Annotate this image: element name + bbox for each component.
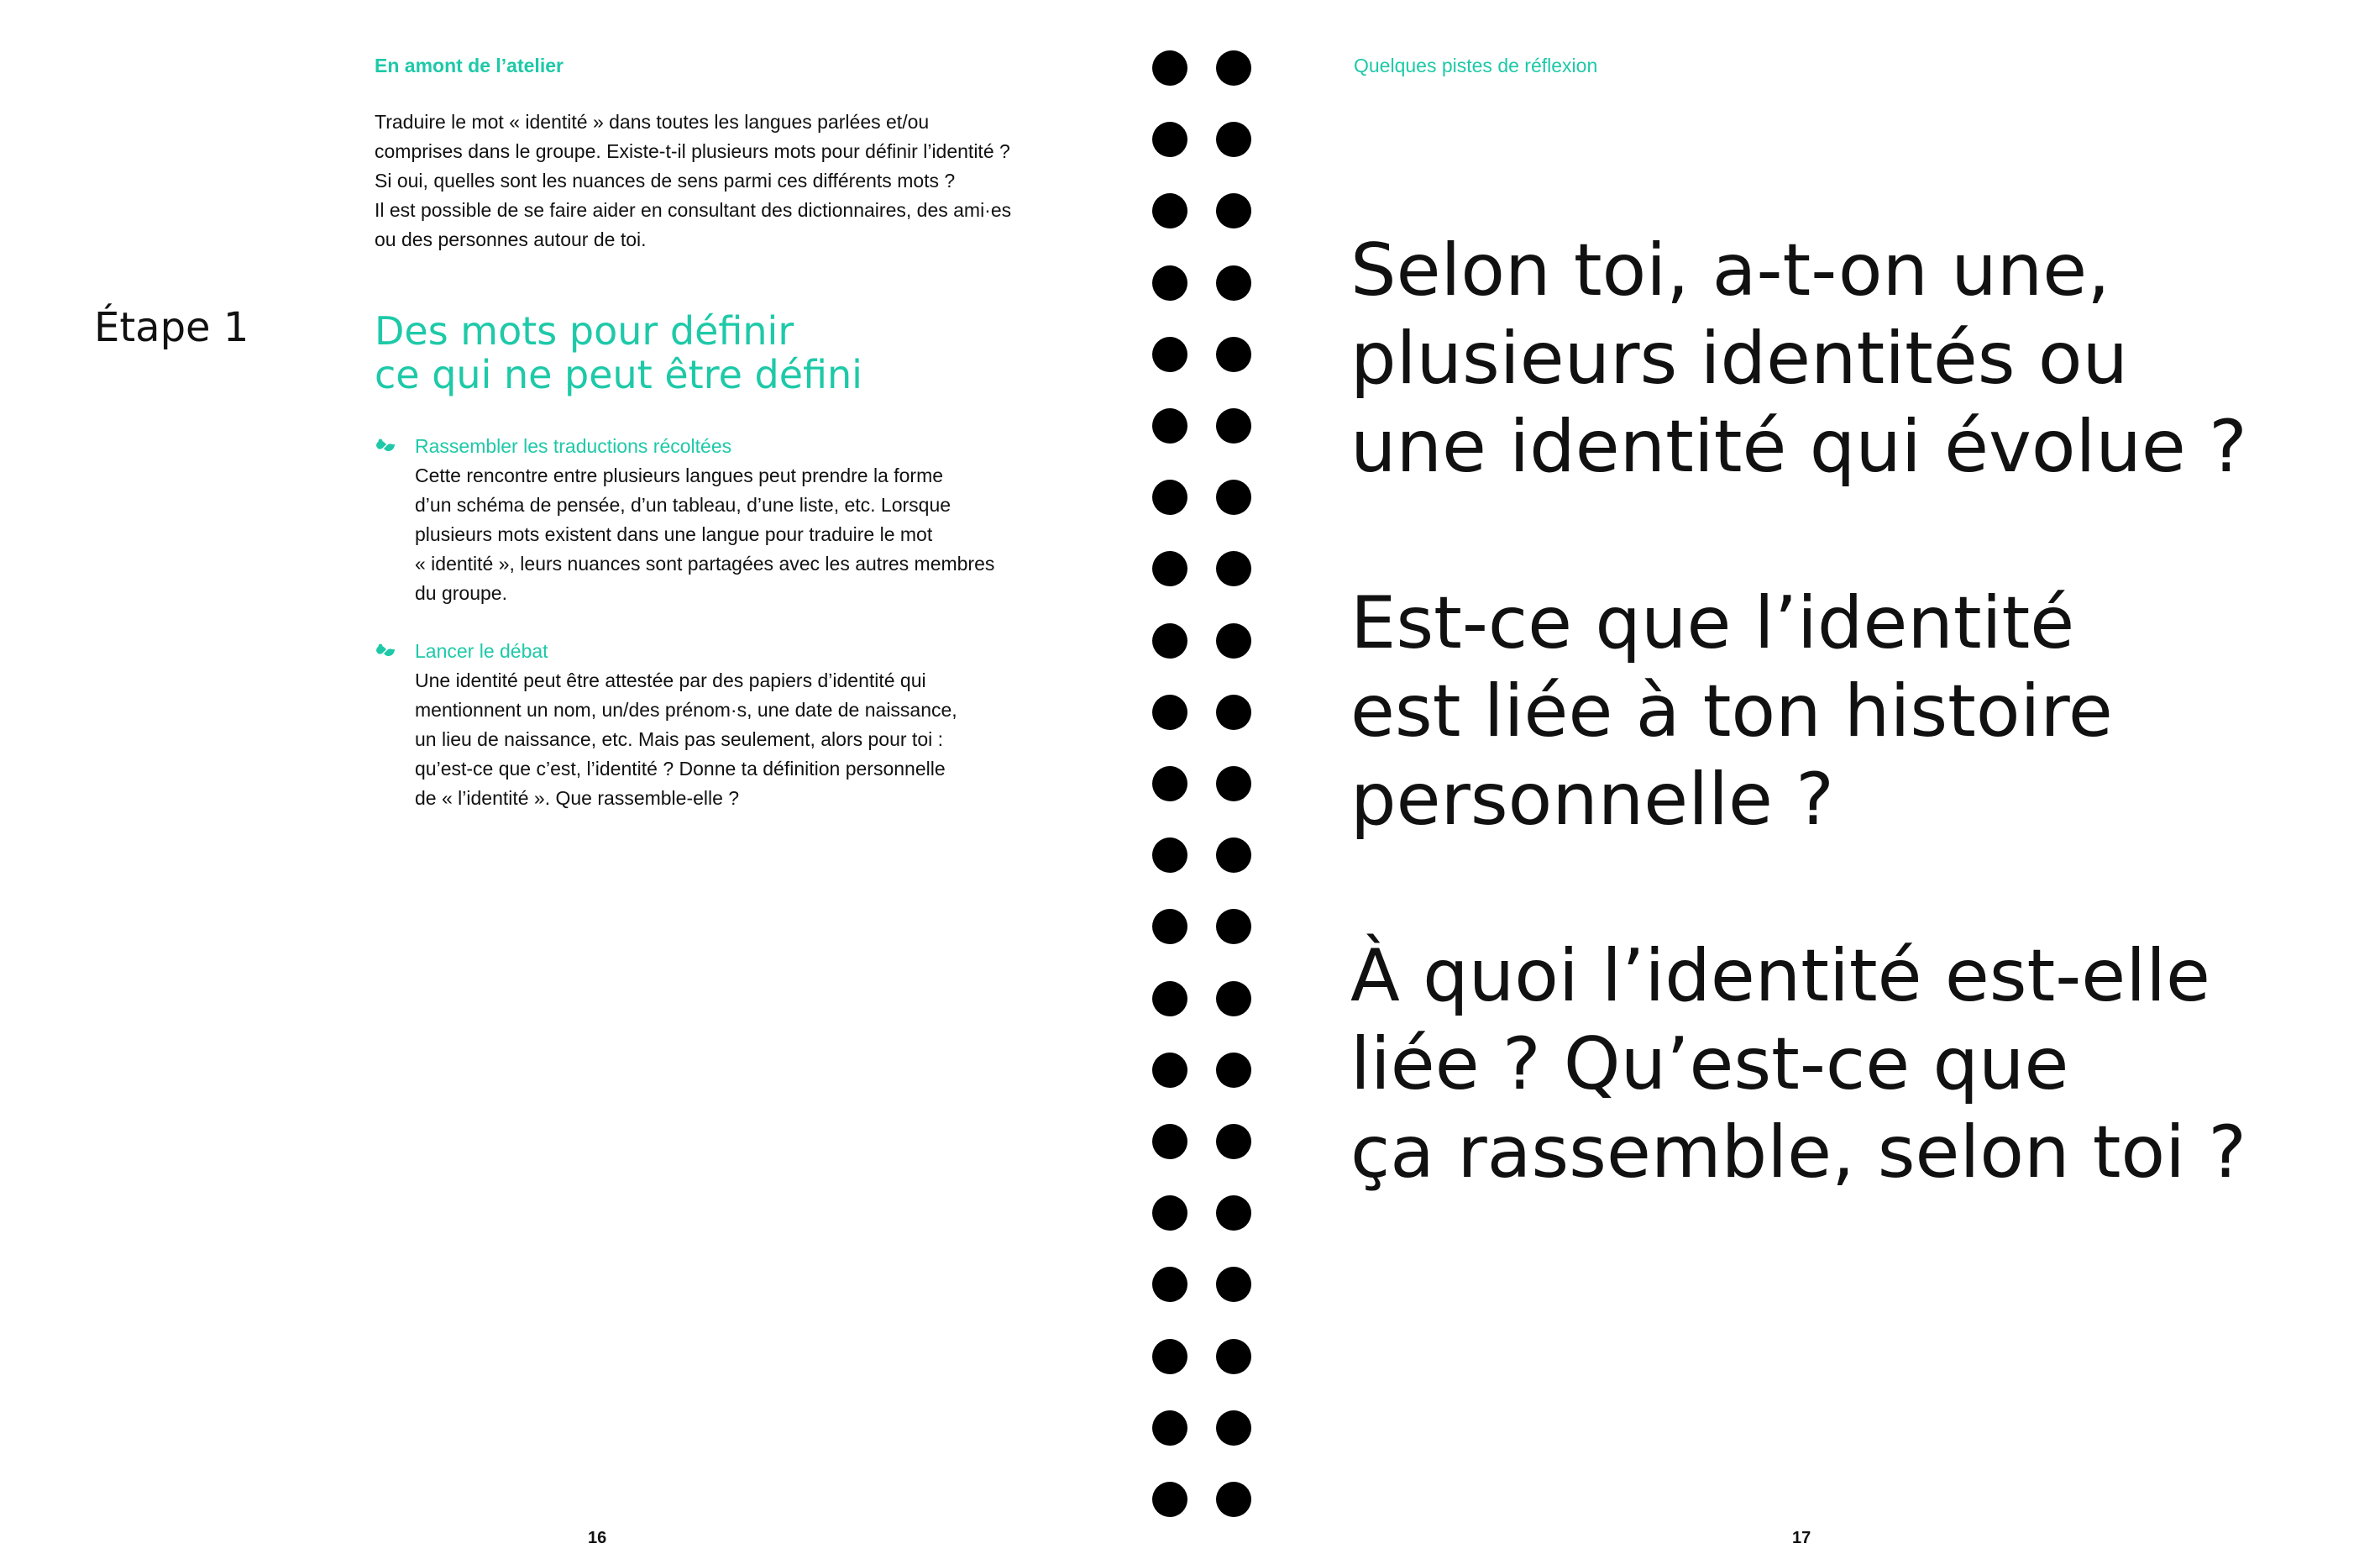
spine-dot	[1216, 909, 1251, 944]
spine-dot	[1152, 551, 1187, 586]
spine-dot	[1152, 1410, 1187, 1446]
activity-line: mentionnent un nom, un/des prénom·s, une date de naissance,	[415, 699, 957, 721]
activity-line: « identité », leurs nuances sont partagées avec les autres membres	[415, 553, 995, 575]
spine-dot	[1152, 766, 1187, 801]
spine-dot	[1152, 122, 1187, 157]
intro-line: comprises dans le groupe. Existe-t-il plusieurs mots pour définir l’identité ?	[375, 140, 1010, 162]
activity-title: Lancer le débat	[415, 640, 548, 662]
activity-heading	[375, 432, 1063, 461]
spine-dot	[1216, 480, 1251, 515]
activity-line: un lieu de naissance, etc. Mais pas seulement, alors pour toi :	[415, 728, 944, 750]
questions-list	[1350, 227, 2341, 1285]
activity-line: de « l’identité ». Que rassemble-elle ?	[415, 787, 740, 809]
question-line: est liée à ton histoire	[1350, 669, 2113, 753]
question-line: Est-ce que l’identité	[1350, 581, 2075, 665]
spine-dot	[1152, 837, 1187, 873]
activity-line: du groupe.	[415, 582, 507, 604]
spine-dot	[1216, 408, 1251, 444]
question-line: plusieurs identités ou	[1350, 317, 2129, 401]
activity-heading	[375, 637, 1063, 666]
question-line: liée ? Qu’est-ce que	[1350, 1022, 2069, 1106]
activity-block	[375, 432, 1063, 608]
question-line: Selon toi, a-t-on une,	[1350, 228, 2110, 312]
spine-dot	[1216, 50, 1251, 86]
activity-line: d’un schéma de pensée, d’un tableau, d’une liste, etc. Lorsque	[415, 494, 951, 516]
spine-dot	[1152, 1195, 1187, 1231]
question-block	[1350, 580, 2341, 844]
spine-dot	[1152, 1339, 1187, 1374]
question-block	[1350, 932, 2341, 1197]
intro-line: Si oui, quelles sont les nuances de sens parmi ces différents mots ?	[375, 170, 956, 192]
intro-line: Il est possible de se faire aider en consultant des dictionnaires, des ami·es	[375, 199, 1012, 221]
activity-line: Une identité peut être attestée par des papiers d’identité qui	[415, 669, 926, 691]
activity-line: Cette rencontre entre plusieurs langues peut prendre la forme	[415, 465, 944, 486]
spine-dot	[1152, 480, 1187, 515]
spine-dot	[1216, 981, 1251, 1016]
activity-text	[375, 666, 1063, 813]
spine-dot	[1216, 551, 1251, 586]
spine-dot	[1152, 1267, 1187, 1302]
dot-spine	[1152, 50, 1261, 1529]
question-block	[1350, 227, 2341, 491]
spine-dot	[1216, 695, 1251, 730]
step-title	[375, 309, 862, 396]
question-line: ça rassemble, selon toi ?	[1350, 1110, 2247, 1194]
spine-dot	[1152, 408, 1187, 444]
spine-dot	[1216, 1339, 1251, 1374]
spine-dot	[1216, 1267, 1251, 1302]
spine-dot	[1216, 1410, 1251, 1446]
step-title-line: ce qui ne peut être défini	[375, 352, 862, 397]
spine-dot	[1152, 1482, 1187, 1517]
spine-dot	[1152, 265, 1187, 301]
spine-dot	[1152, 909, 1187, 944]
spine-dot	[1152, 623, 1187, 659]
spine-dot	[1152, 50, 1187, 86]
question-line: À quoi l’identité est-elle	[1350, 934, 2210, 1018]
question-line: personnelle ?	[1350, 758, 1834, 842]
spine-dot	[1216, 265, 1251, 301]
activity-line: plusieurs mots existent dans une langue pour traduire le mot	[415, 523, 933, 545]
activity-line: qu’est-ce que c’est, l’identité ? Donne ta définition personnelle	[415, 758, 946, 780]
activity-title: Rassembler les traductions récoltées	[415, 435, 732, 457]
section-header: En amont de l’atelier	[375, 55, 564, 76]
hands-icon	[375, 643, 396, 659]
spine-dot	[1152, 1053, 1187, 1088]
spine-dot	[1216, 1482, 1251, 1517]
page-number-right: 17	[1792, 1529, 1811, 1547]
spine-dot	[1152, 981, 1187, 1016]
spine-dot	[1216, 337, 1251, 372]
spine-dot	[1216, 623, 1251, 659]
intro-line: ou des personnes autour de toi.	[375, 228, 647, 250]
page-number-left: 16	[588, 1529, 607, 1547]
spine-dot	[1152, 1124, 1187, 1159]
step-label: Étape 1	[94, 304, 249, 351]
spine-dot	[1152, 695, 1187, 730]
spine-dot	[1216, 1124, 1251, 1159]
question-line: une identité qui évolue ?	[1350, 405, 2247, 489]
spine-dot	[1216, 766, 1251, 801]
activity-block	[375, 637, 1063, 813]
hands-icon	[375, 438, 396, 454]
activity-text	[375, 461, 1063, 608]
intro-line: Traduire le mot « identité » dans toutes les langues parlées et/ou	[375, 111, 930, 133]
spine-dot	[1216, 122, 1251, 157]
spine-dot	[1216, 193, 1251, 228]
spine-dot	[1216, 1053, 1251, 1088]
spine-dot	[1152, 193, 1187, 228]
spine-dot	[1216, 1195, 1251, 1231]
step-title-line: Des mots pour définir	[375, 308, 794, 354]
reflection-header: Quelques pistes de réflexion	[1354, 55, 1598, 76]
spine-dot	[1216, 837, 1251, 873]
spine-dot	[1152, 337, 1187, 372]
intro-paragraph	[375, 108, 1072, 255]
